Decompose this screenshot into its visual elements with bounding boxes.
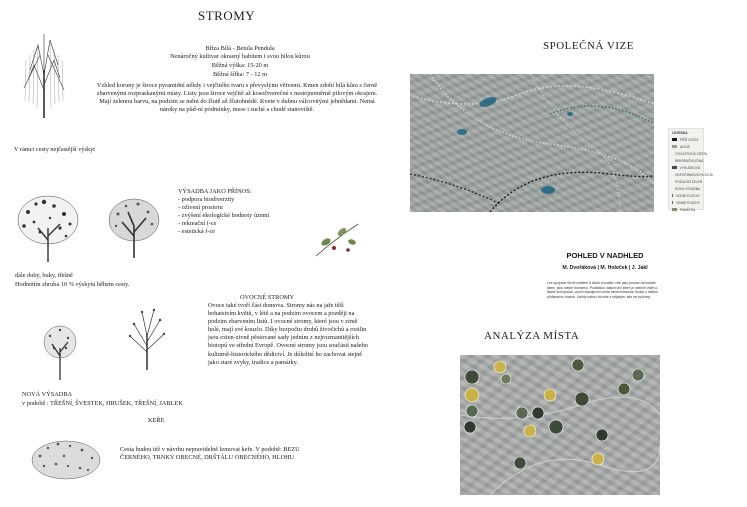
oak-tree-illustration [106,196,162,260]
shrub-illustration [30,436,102,482]
legend-row [672,206,700,213]
spolecna-vize-title: SPOLEČNÁ VIZE [543,40,634,52]
analyza-title: ANALÝZA MÍSTA [484,330,580,342]
legend-label: VODNÍ PLOCHY [675,193,700,198]
ovocne-title: OVOCNÉ STROMY [239,294,295,301]
legend-title: LEGENDA [672,131,688,135]
birch-name: Bříza Bílá - Betula Pendula [205,45,275,52]
legend-row [672,150,708,157]
analysis-map [460,355,660,495]
legend-symbol [672,145,677,148]
birch-description: Vzhled koruny je široce pyramidní někdy i vejčitého tvaru s převyslými větvemi. Kmen zdobí bílá kůra s černě zbarvenými rozpraskanými místy. Listy jsou široce vejčité až kosočtverečné s nestejnoměrně pilovým okrajem. Mají zelenou barvu, na podzim se mění do žlutě až žlutohnědé. Kvete v dubnu válcovitými jehnědami. Nemá nároky na půd-ní podmínky, mese i suché a chudé stanoviště. [96,82,378,114]
legend-label: VYHLÍDKOVÁ [679,165,700,170]
legend-symbol [672,166,677,169]
legend-label: PAMÁTKA [680,207,695,212]
vysadba-item: - podpora biodiverzity [178,196,235,204]
legend-label: REKREAČNÍ ZÓNA [675,158,704,163]
legend-row [672,143,700,150]
birch-height: Běžná výška: 15-20 m [211,62,269,69]
ovocne-text: Ovoce také tvoří část domova. Stromy nás na jaře těší bohatstvím květů, v létě a na podzim ovocem a později na podzim zbarvením listů. I ovocné stromy, které jsou v zimě holé, mají své kouzlo. Díky bezpočtu druhů živočichů a rostlin jsou exten-zivně pěstované sady jedním z nejrozmanitějších biotopů ve střední Evropě. Ovocné stromy jsou součástí našeho kulturně-historického dědictví. Je důležité ho zachovat stejně jako staré zvyky, tradice a památky. [208,302,369,366]
legend-label: NOVÁ VÝSADBA [675,186,700,191]
nova-vysadba-title: NOVÁ VÝSADBA [22,391,73,398]
legend-label: VINNÉ PLOCHY [676,200,700,205]
other-trees-line: dále duby, buky, třešně [15,272,73,279]
other-trees-percent: Hodnotím zhruba 10 % výskytu během cesty. [15,281,130,288]
legend-row [672,157,704,164]
birch-width: Běžná šířka: 7 - 12 m [212,71,268,78]
vysadba-title: VÝSADBA JAKO PŘÍNOS: [178,188,252,195]
legend-row [672,185,700,192]
pohled-authors: M. Dvořáková | M. Holeček | J. Jakl [562,265,648,271]
legend-symbol [672,138,677,141]
legend-label: STÁVAJÍCÍ ZELEŇ [675,179,703,184]
vysadba-section [178,188,318,237]
legend-label: ALEJE [680,144,690,149]
legend-symbol [672,208,677,211]
birch-tree-illustration [20,30,68,118]
nova-vysadba-text: v podobě : TŘEŠNÍ, ŠVESTEK, HRUŠEK, TŘEŠNÍ, JABLEK [22,400,183,407]
stromy-title: STROMY [198,8,256,23]
birch-description-line1: Nenáročný kultivar okrasný habitem i svou bílou kůrou [170,53,310,60]
vision-map-overlay [410,74,654,212]
most-common-note: V rámci cesty nejčastější výskyt [14,146,96,153]
legend-symbol [672,201,673,204]
pohled-text: Lze spojovat různé světlem a vlastí a kvalitní vize jako prostor na bohaté lidem, jsou stejné dovoleno. Podstatou našich vizí které je obecně vidět a lidské schopnosti, využít stávajícími místa mnohostrannou funkcí s dalším přidáváním hodnot. Každý nabízí vhodné s nějakým, kde se vydržely. [547,281,658,299]
legend-row [672,171,713,178]
legend-row [672,164,700,171]
vision-map [410,74,654,212]
legend-row [672,192,700,199]
fruit-tree-small-illustration [40,322,80,382]
kere-title: KEŘE [148,417,165,424]
legend-label: ODPOČINKOVÁ PLOCHA [675,172,713,177]
map-legend [668,128,713,212]
legend-label: CYKLISTICKÁ CESTA [675,151,708,156]
vysadba-item: - zvýšení ekologické hodnoty území [178,212,270,220]
vysadba-item: - estetická f-ce [178,228,216,236]
pohled-title: POHLED V NADHLED [566,251,644,260]
legend-label: PĚŠÍ CESTA [680,137,699,142]
vysadba-item: - rekreační f-ce [178,220,217,228]
legend-row [672,199,700,206]
kere-text: Cesta budou též v návrhu nepravidelně lemovat keře. V podobě: BEZU ČERNÉHO, TRNKY OBECNÉ, DRŠTÁLU OBECNÉHO, HLOHU [120,446,300,462]
berry-twig-illustration [312,220,362,260]
vysadba-item: - oživení prostoru [178,204,223,212]
analysis-map-overlay [460,355,660,495]
legend-row [672,178,703,185]
snowy-tree-illustration [14,192,82,264]
legend-symbol [672,194,673,197]
fruit-tree-large-illustration [126,306,168,372]
legend-row [672,136,700,143]
